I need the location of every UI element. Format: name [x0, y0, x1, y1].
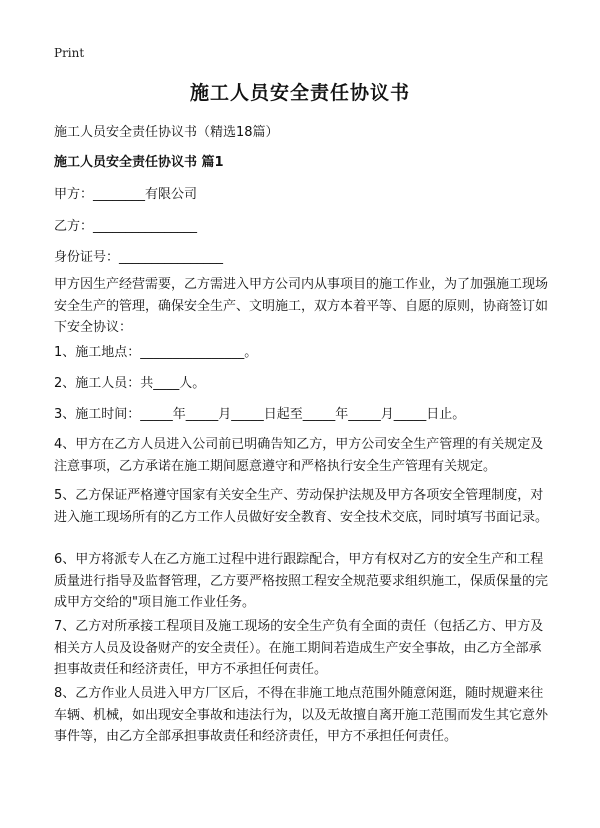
clause-7: 7、乙方对所承接工程项目及施工现场的安全生产负有全面的责任（包括乙方、甲方及相关方人员及设备财产的安全责任）。在施工期间若造成生产安全事故，由乙方全部承担事故责任和经济责任，甲方不承担任何责任。 [54, 619, 544, 677]
clause-3-period: 3、施工时间：_____年_____月_____日起至_____年_____月_____日止。 [54, 407, 466, 422]
clause-8: 8、乙方作业人员进入甲方厂区后，不得在非施工地点范围外随意闲逛，随时规避来往车辆、机械，如出现安全事故和违法行为，以及无故擅自离开施工范围而发生其它意外事件等，由乙方全部承担事故责任和经济责任，甲方不承担任何责任。 [54, 686, 549, 744]
print-link[interactable]: Print [54, 46, 85, 60]
clause-6: 6、甲方将派专人在乙方施工过程中进行跟踪配合，甲方有权对乙方的安全生产和工程质量进行指导及监督管理，乙方要严格按照工程安全规范要求组织施工，保质保量的完成甲方交给的"项目施工作业任务。 [54, 552, 549, 610]
clause-2-personnel: 2、施工人员：共____人。 [54, 376, 206, 391]
id-number-field: 身份证号：________________ [54, 250, 224, 265]
section-heading: 施工人员安全责任协议书 篇1 [54, 155, 224, 170]
party-a-field: 甲方：________有限公司 [54, 187, 198, 202]
document-title: 施工人员安全责任协议书 [189, 82, 410, 104]
party-b-field: 乙方：________________ [54, 219, 198, 234]
document-subtitle: 施工人员安全责任协议书（精选18篇） [54, 125, 279, 140]
intro-paragraph: 甲方因生产经营需要，乙方需进入甲方公司内从事项目的施工作业，为了加强施工现场安全生产的管理，确保安全生产、文明施工，双方本着平等、自愿的原则，协商签订如下安全协议： [54, 277, 549, 335]
clause-1-location: 1、施工地点：________________。 [54, 345, 258, 360]
clause-4: 4、甲方在乙方人员进入公司前已明确告知乙方，甲方公司安全生产管理的有关规定及注意事项，乙方承诺在施工期间愿意遵守和严格执行安全生产管理有关规定。 [54, 437, 544, 474]
clause-5: 5、乙方保证严格遵守国家有关安全生产、劳动保护法规及甲方各项安全管理制度，对进入施工现场所有的乙方工作人员做好安全教育、安全技术交底，同时填写书面记录。 [54, 488, 549, 525]
